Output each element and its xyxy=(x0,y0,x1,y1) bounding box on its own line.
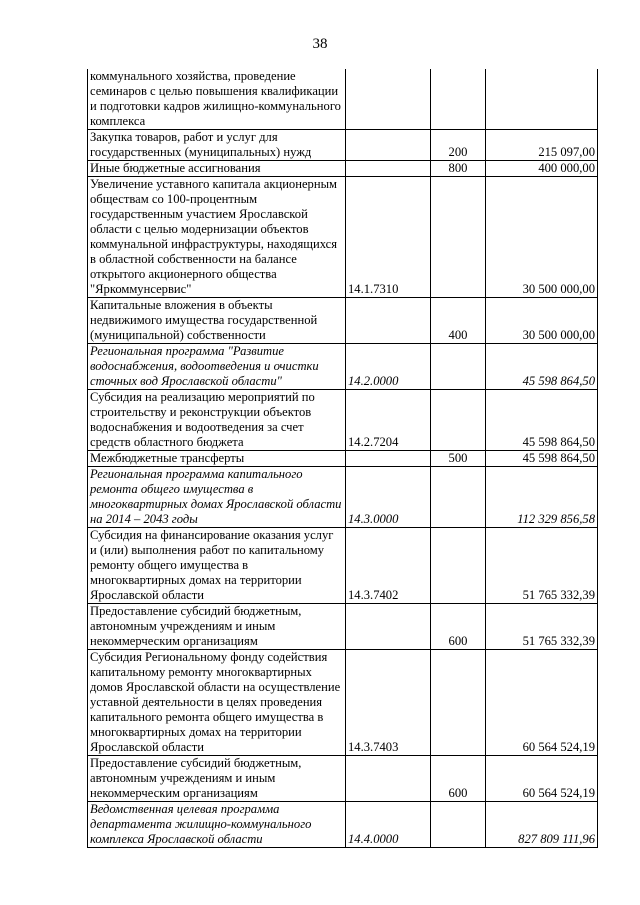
row-code: 14.3.7403 xyxy=(346,650,431,756)
row-sum: 215 097,00 xyxy=(486,130,598,161)
row-type: 600 xyxy=(431,604,486,650)
row-name: Субсидия Региональному фонду содействия капитальному ремонту многоквартирных домов Ярославской области на осуществление уставной деятельности в целях проведения капитального ремонта общего имущества в многоквартирных домах на территории Ярославской области xyxy=(88,650,346,756)
row-sum: 45 598 864,50 xyxy=(486,390,598,451)
row-sum: 60 564 524,19 xyxy=(486,650,598,756)
row-sum: 827 809 111,96 xyxy=(486,802,598,848)
row-code: 14.3.7402 xyxy=(346,528,431,604)
table-row xyxy=(88,390,598,451)
row-name: Региональная программа капитального ремонта общего имущества в многоквартирных домах Ярославской области на 2014 – 2043 годы xyxy=(88,467,346,528)
row-code: 14.2.7204 xyxy=(346,390,431,451)
row-type: 200 xyxy=(431,130,486,161)
row-code: 14.2.0000 xyxy=(346,344,431,390)
row-code xyxy=(346,130,431,161)
row-name: Межбюджетные трансферты xyxy=(88,451,346,467)
row-name: Иные бюджетные ассигнования xyxy=(88,161,346,177)
row-sum xyxy=(486,69,598,130)
table-row xyxy=(88,756,598,802)
table-row xyxy=(88,604,598,650)
row-sum: 51 765 332,39 xyxy=(486,528,598,604)
row-type: 800 xyxy=(431,161,486,177)
row-name: Предоставление субсидий бюджетным, автономным учреждениям и иным некоммерческим организациям xyxy=(88,756,346,802)
table-row xyxy=(88,467,598,528)
table-row xyxy=(88,802,598,848)
row-sum: 30 500 000,00 xyxy=(486,177,598,298)
row-type xyxy=(431,390,486,451)
row-name: Закупка товаров, работ и услуг для государственных (муниципальных) нужд xyxy=(88,130,346,161)
page-number: 38 xyxy=(312,36,328,52)
row-type: 600 xyxy=(431,756,486,802)
row-name: Региональная программа "Развитие водоснабжения, водоотведения и очистки сточных вод Ярославской области" xyxy=(88,344,346,390)
table-row xyxy=(88,161,598,177)
row-code xyxy=(346,604,431,650)
row-sum: 60 564 524,19 xyxy=(486,756,598,802)
row-type xyxy=(431,69,486,130)
table-row xyxy=(88,451,598,467)
row-sum: 112 329 856,58 xyxy=(486,467,598,528)
row-name: Ведомственная целевая программа департамента жилищно-коммунального комплекса Ярославской области xyxy=(88,802,346,848)
row-code xyxy=(346,69,431,130)
row-code: 14.1.7310 xyxy=(346,177,431,298)
row-sum: 30 500 000,00 xyxy=(486,298,598,344)
table-row xyxy=(88,528,598,604)
row-code xyxy=(346,756,431,802)
row-name: Субсидия на реализацию мероприятий по строительству и реконструкции объектов водоснабжения и водоотведения за счет средств областного бюджета xyxy=(88,390,346,451)
row-type xyxy=(431,177,486,298)
budget-table xyxy=(87,69,598,848)
table-row xyxy=(88,650,598,756)
row-code xyxy=(346,451,431,467)
table-row xyxy=(88,344,598,390)
row-sum: 45 598 864,50 xyxy=(486,451,598,467)
row-name: Предоставление субсидий бюджетным, автономным учреждениям и иным некоммерческим организациям xyxy=(88,604,346,650)
row-type xyxy=(431,467,486,528)
row-sum: 400 000,00 xyxy=(486,161,598,177)
row-name: Увеличение уставного капитала акционерным обществам со 100-процентным государственным участием Ярославской области с целью модернизации объектов коммунальной инфраструктуры, находящихся в областной собственности на балансе открытого акционерного общества "Яркоммунсервис" xyxy=(88,177,346,298)
row-code xyxy=(346,298,431,344)
row-name: Субсидия на финансирование оказания услуг и (или) выполнения работ по капитальному ремонту общего имущества в многоквартирных домах на территории Ярославской области xyxy=(88,528,346,604)
row-type xyxy=(431,528,486,604)
row-code xyxy=(346,161,431,177)
row-sum: 45 598 864,50 xyxy=(486,344,598,390)
row-sum: 51 765 332,39 xyxy=(486,604,598,650)
row-name: коммунального хозяйства, проведение семинаров с целью повышения квалификации и подготовки кадров жилищно-коммунального комплекса xyxy=(88,69,346,130)
row-name: Капитальные вложения в объекты недвижимого имущества государственной (муниципальной) собственности xyxy=(88,298,346,344)
table-row xyxy=(88,298,598,344)
row-type xyxy=(431,344,486,390)
row-type xyxy=(431,650,486,756)
row-type xyxy=(431,802,486,848)
row-code: 14.3.0000 xyxy=(346,467,431,528)
row-code: 14.4.0000 xyxy=(346,802,431,848)
table-row xyxy=(88,177,598,298)
table-row xyxy=(88,130,598,161)
row-type: 500 xyxy=(431,451,486,467)
row-type: 400 xyxy=(431,298,486,344)
table-row xyxy=(88,69,598,130)
